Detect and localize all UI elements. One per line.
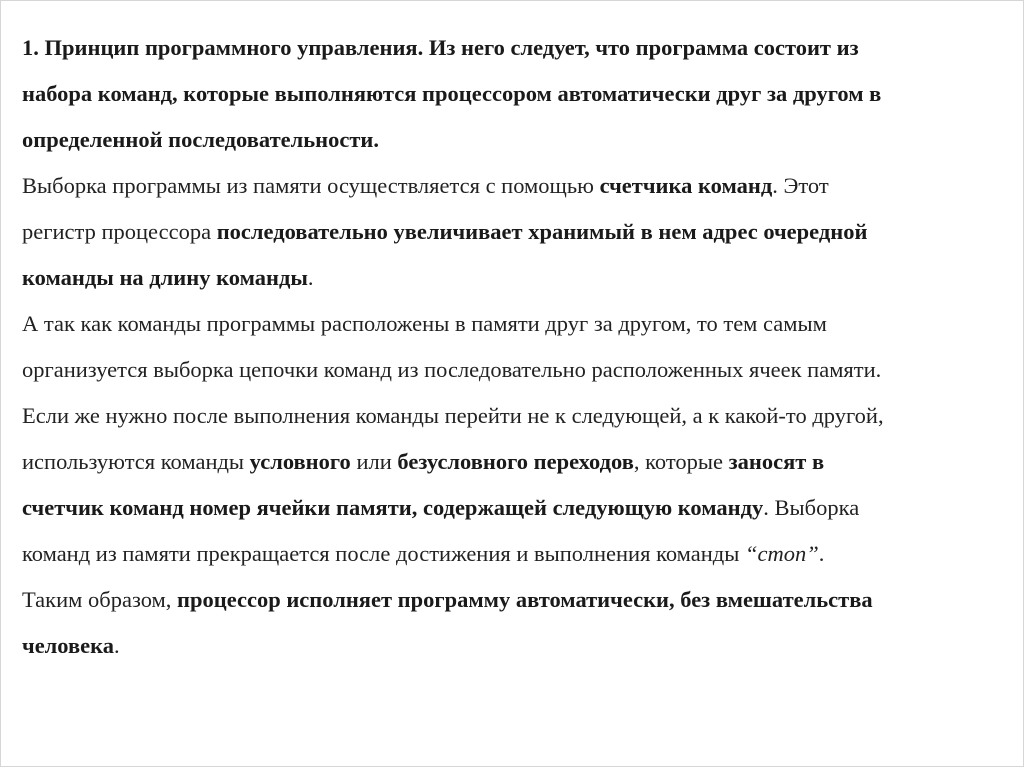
text-run: . — [307, 265, 314, 290]
text-line — [22, 255, 1012, 301]
italic-text-run: “стоп” — [745, 541, 819, 566]
text-run: Если же нужно после выполнения команды перейти не к следующей, а к какой-то другой, — [22, 403, 884, 428]
bold-text-run: последовательно увеличивает хранимый в нем адрес очередной — [216, 219, 868, 244]
text-line — [22, 577, 1012, 623]
text-run: . — [818, 541, 825, 566]
text-line — [22, 439, 1012, 485]
text-line — [22, 485, 1012, 531]
document-text-block — [22, 25, 1012, 669]
text-line — [22, 25, 1012, 71]
text-line — [22, 347, 1012, 393]
text-line — [22, 623, 1012, 669]
bold-text-run: человека — [22, 633, 114, 658]
text-run: . — [114, 633, 120, 658]
bold-text-run: команды на длину команды — [22, 265, 308, 290]
text-line — [22, 71, 1012, 117]
text-line — [22, 163, 1012, 209]
text-run: . Этот — [772, 173, 829, 198]
text-run: команд из памяти прекращается после достижения и выполнения команды — [22, 541, 745, 566]
text-run: , которые — [633, 449, 729, 474]
text-run: Таким образом, — [22, 587, 178, 612]
bold-text-run: счетчика команд — [599, 173, 773, 198]
bold-text-run: определенной последовательности. — [22, 127, 379, 152]
text-run: А так как команды программы расположены в памяти друг за другом, то тем самым — [22, 311, 827, 336]
text-run: или — [350, 449, 398, 474]
text-run: используются команды — [22, 449, 250, 474]
bold-text-run: счетчик команд номер ячейки памяти, содержащей следующую команду — [22, 495, 764, 520]
text-run: регистр процессора — [22, 219, 217, 244]
text-run: организуется выборка цепочки команд из последовательно расположенных ячеек памяти. — [22, 357, 882, 382]
bold-text-run: набора команд, которые выполняются процессором автоматически друг за другом в — [22, 81, 882, 106]
text-run: Выборка программы из памяти осуществляется с помощью — [22, 173, 600, 198]
bold-text-run: 1. Принцип программного управления. Из него следует, что программа состоит из — [22, 35, 859, 60]
text-line — [22, 209, 1012, 255]
text-line — [22, 393, 1012, 439]
bold-text-run: процессор исполняет программу автоматически, без вмешательства — [177, 587, 873, 612]
text-line — [22, 117, 1012, 163]
bold-text-run: условного — [249, 449, 351, 474]
bold-text-run: заносят в — [728, 449, 825, 474]
text-run: . Выборка — [763, 495, 860, 520]
bold-text-run: безусловного переходов — [397, 449, 634, 474]
text-line — [22, 531, 1012, 577]
text-line — [22, 301, 1012, 347]
